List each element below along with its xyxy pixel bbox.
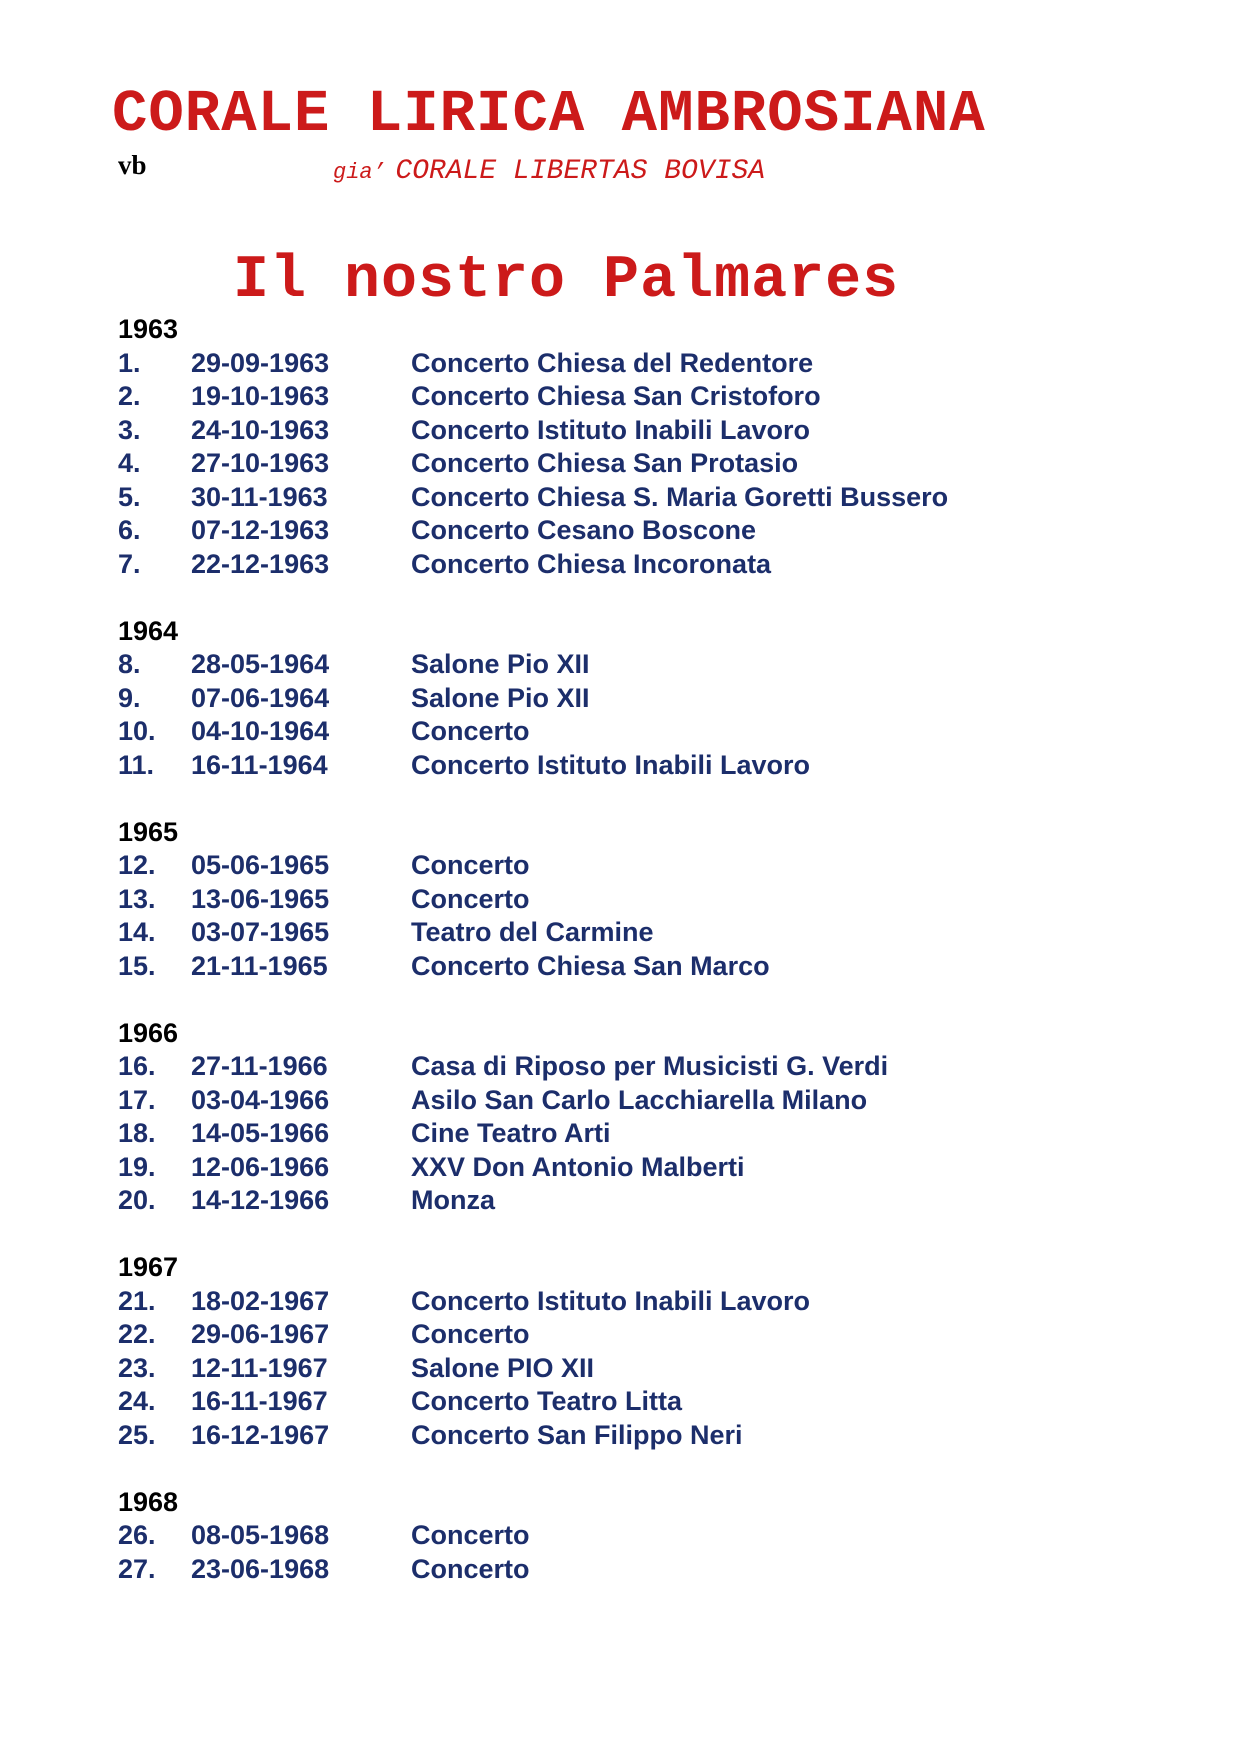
entry-date: 14-12-1966 [191, 1185, 330, 1215]
entry-number: 27. [118, 1553, 156, 1584]
entry-number: 23. [118, 1352, 156, 1383]
list-item [118, 749, 1118, 783]
list-item [118, 347, 1118, 381]
entry-number: 17. [118, 1084, 156, 1115]
entry-date: 03-07-1965 [191, 917, 330, 947]
list-item [118, 1553, 1118, 1587]
entry-date: 16-11-1967 [191, 1386, 328, 1416]
entry-event: Salone Pio XII [411, 649, 590, 679]
palmares-heading: Il nostro Palmares [233, 246, 900, 315]
entry-date: 04-10-1964 [191, 716, 330, 746]
entry-date: 19-10-1963 [191, 381, 330, 411]
entry-event: Concerto Cesano Boscone [411, 515, 757, 545]
list-item [118, 916, 1118, 950]
entry-date: 28-05-1964 [191, 649, 330, 679]
entry-date: 07-12-1963 [191, 515, 330, 545]
year-label: 1964 [118, 615, 179, 646]
entry-event: Concerto [411, 850, 530, 880]
entry-event: Teatro del Carmine [411, 917, 654, 947]
entry-number: 15. [118, 950, 156, 981]
list-item [118, 1184, 1118, 1218]
entry-number: 20. [118, 1185, 156, 1215]
document-title: CORALE LIRICA AMBROSIANA [112, 81, 986, 148]
entry-date: 22-12-1963 [191, 548, 330, 579]
entry-event: Monza [411, 1185, 495, 1215]
list-item [118, 1117, 1118, 1151]
entry-event: Concerto Teatro Litta [411, 1386, 683, 1416]
palmares-list [118, 313, 1118, 1620]
list-item [118, 1519, 1118, 1553]
entry-number: 7. [118, 548, 141, 579]
entry-date: 03-04-1966 [191, 1084, 330, 1115]
list-item [118, 380, 1118, 414]
entry-event: Cine Teatro Arti [411, 1118, 611, 1148]
entry-event: Salone Pio XII [411, 682, 590, 713]
entry-event: Concerto Chiesa Incoronata [411, 548, 772, 579]
entry-event: Asilo San Carlo Lacchiarella Milano [411, 1084, 868, 1115]
entry-event: Salone PIO XII [411, 1352, 595, 1383]
entry-number: 19. [118, 1151, 156, 1182]
entry-event: Concerto [411, 1319, 530, 1349]
list-item [118, 1285, 1118, 1319]
list-item [118, 1050, 1118, 1084]
entry-number: 24. [118, 1386, 156, 1416]
entry-event: Concerto Istituto Inabili Lavoro [411, 414, 811, 445]
entry-date: 29-09-1963 [191, 347, 330, 378]
entry-date: 13-06-1965 [191, 883, 330, 914]
entry-number: 16. [118, 1051, 156, 1081]
entry-date: 24-10-1963 [191, 414, 330, 445]
entry-date: 12-06-1966 [191, 1151, 330, 1182]
entry-date: 14-05-1966 [191, 1118, 330, 1148]
subtitle-prefix: gia’ [333, 160, 386, 185]
list-item [118, 1084, 1118, 1118]
entry-date: 07-06-1964 [191, 682, 330, 713]
entry-event: Concerto [411, 1553, 530, 1584]
entry-number: 22. [118, 1319, 156, 1349]
entry-number: 26. [118, 1520, 156, 1550]
list-item [118, 1352, 1118, 1386]
list-item [118, 648, 1118, 682]
entry-event: Concerto [411, 1520, 530, 1550]
entry-date: 12-11-1967 [191, 1352, 328, 1383]
entry-event: Concerto Chiesa San Protasio [411, 448, 799, 478]
list-item [118, 849, 1118, 883]
author-initials: vb [118, 150, 147, 180]
entry-date: 23-06-1968 [191, 1553, 330, 1584]
entry-number: 18. [118, 1118, 156, 1148]
year-group-1964 [118, 615, 1118, 783]
list-item [118, 414, 1118, 448]
entry-event: Concerto [411, 883, 530, 914]
year-group-1963 [118, 313, 1118, 581]
entry-event: Concerto Chiesa S. Maria Goretti Bussero [411, 481, 949, 512]
entry-number: 8. [118, 649, 141, 679]
list-item [118, 1151, 1118, 1185]
entry-date: 27-11-1966 [191, 1051, 328, 1081]
list-item [118, 481, 1118, 515]
entry-event: Concerto Chiesa San Cristoforo [411, 381, 821, 411]
entry-number: 2. [118, 381, 141, 411]
entry-date: 16-12-1967 [191, 1419, 330, 1450]
list-item [118, 1419, 1118, 1453]
entry-date: 16-11-1964 [191, 749, 328, 780]
entry-event: Concerto Chiesa San Marco [411, 950, 770, 981]
entry-number: 11. [118, 749, 155, 780]
entry-number: 6. [118, 515, 141, 545]
list-item [118, 548, 1118, 582]
entry-number: 21. [118, 1285, 156, 1316]
year-label: 1968 [118, 1486, 179, 1517]
year-label: 1963 [118, 314, 179, 344]
year-label: 1967 [118, 1252, 179, 1282]
entry-number: 4. [118, 448, 141, 478]
year-group-1968 [118, 1486, 1118, 1587]
entry-event: XXV Don Antonio Malberti [411, 1151, 745, 1182]
entry-date: 18-02-1967 [191, 1285, 330, 1316]
entry-date: 05-06-1965 [191, 850, 330, 880]
entry-date: 30-11-1963 [191, 481, 328, 512]
list-item [118, 883, 1118, 917]
entry-number: 1. [118, 347, 141, 378]
entry-event: Concerto San Filippo Neri [411, 1419, 743, 1450]
year-group-1966 [118, 1017, 1118, 1218]
year-group-1965 [118, 816, 1118, 984]
entry-event: Concerto Chiesa del Redentore [411, 347, 814, 378]
entry-event: Concerto Istituto Inabili Lavoro [411, 1285, 811, 1316]
entry-number: 9. [118, 682, 141, 713]
entry-number: 13. [118, 883, 156, 914]
list-item [118, 1385, 1118, 1419]
entry-date: 27-10-1963 [191, 448, 330, 478]
entry-number: 25. [118, 1419, 156, 1450]
entry-date: 08-05-1968 [191, 1520, 330, 1550]
entry-number: 12. [118, 850, 156, 880]
entry-event: Casa di Riposo per Musicisti G. Verdi [411, 1051, 889, 1081]
entry-number: 10. [118, 716, 156, 746]
year-label: 1965 [118, 816, 179, 847]
year-group-1967 [118, 1251, 1118, 1452]
list-item [118, 682, 1118, 716]
list-item [118, 950, 1118, 984]
former-name-subtitle [333, 156, 765, 190]
entry-date: 29-06-1967 [191, 1319, 330, 1349]
entry-number: 14. [118, 917, 156, 947]
list-item [118, 715, 1118, 749]
entry-event: Concerto Istituto Inabili Lavoro [411, 749, 811, 780]
entry-event: Concerto [411, 716, 530, 746]
entry-number: 3. [118, 414, 141, 445]
list-item [118, 514, 1118, 548]
list-item [118, 447, 1118, 481]
list-item [118, 1318, 1118, 1352]
year-label: 1966 [118, 1017, 179, 1048]
entry-number: 5. [118, 481, 141, 512]
entry-date: 21-11-1965 [191, 950, 328, 981]
subtitle-name: CORALE LIBERTAS BOVISA [395, 156, 766, 187]
